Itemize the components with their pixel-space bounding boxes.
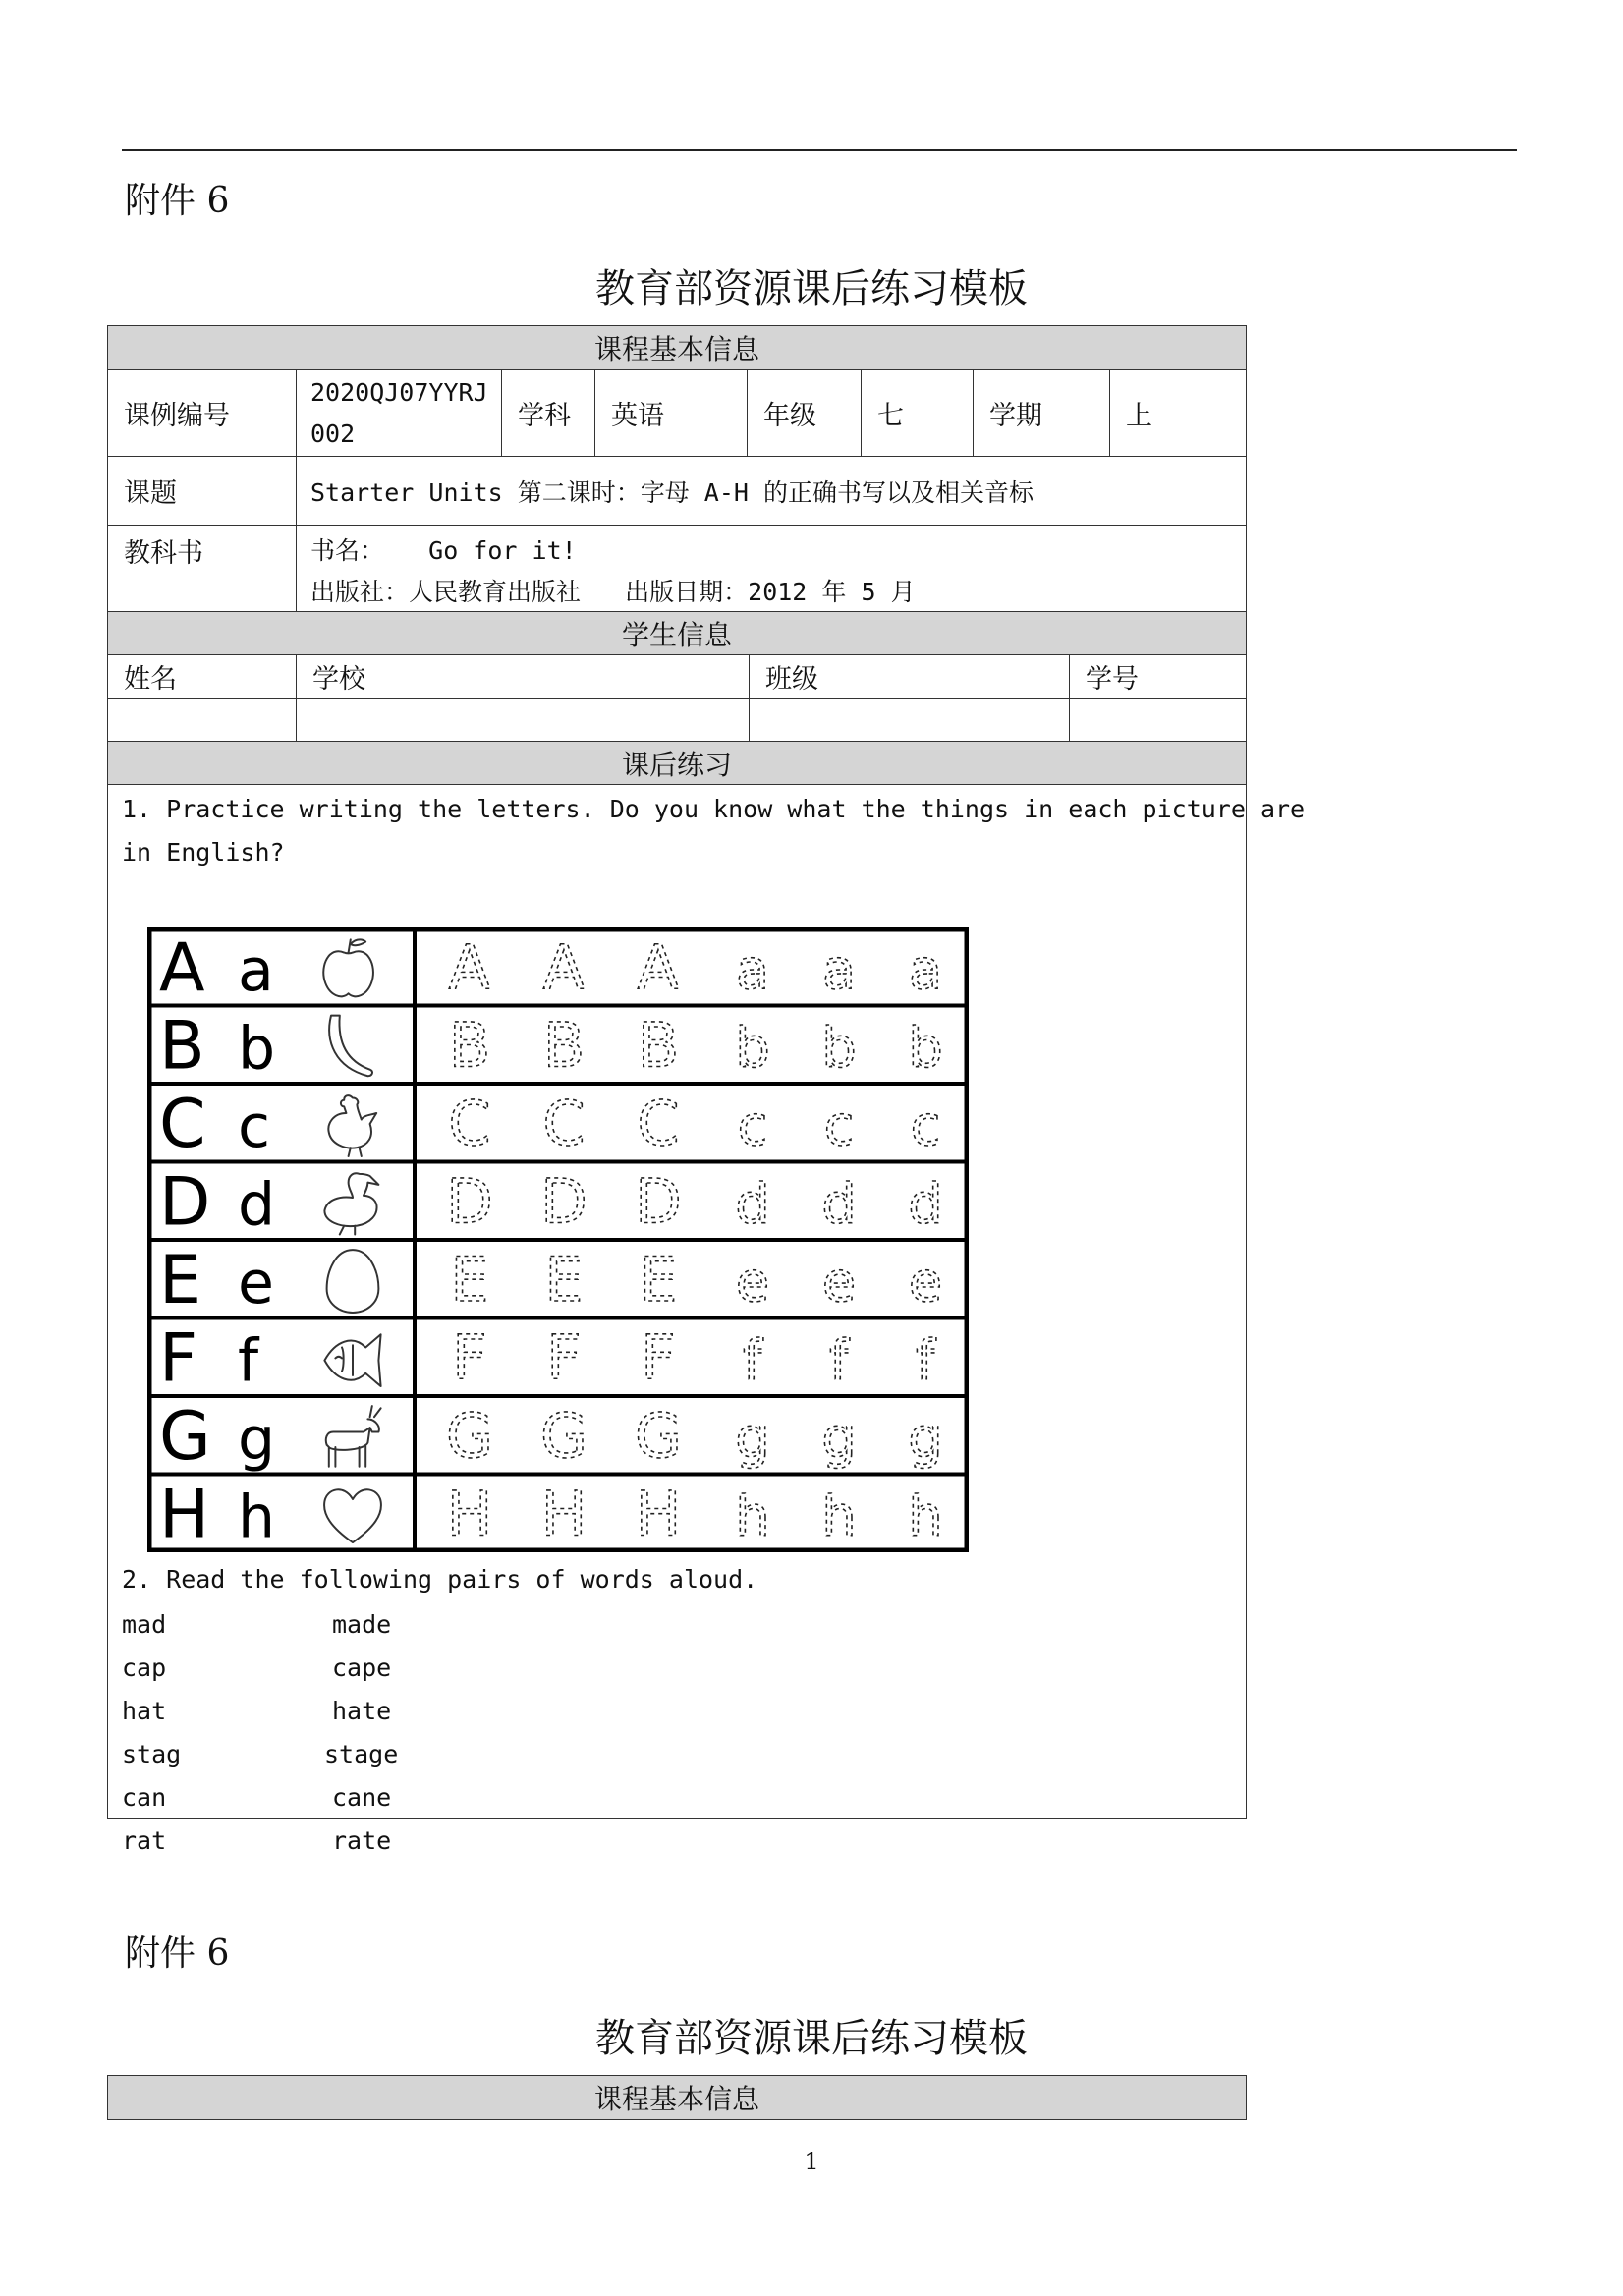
word-long: rate bbox=[332, 1826, 392, 1855]
word-short: can bbox=[122, 1783, 167, 1812]
trace-letter-upper[interactable]: D bbox=[635, 1165, 682, 1238]
name-label-cell bbox=[108, 655, 296, 698]
word-long: cane bbox=[332, 1783, 392, 1812]
topic-row bbox=[108, 456, 1246, 525]
trace-letter-upper[interactable]: F bbox=[452, 1321, 487, 1394]
trace-letter-upper[interactable]: H bbox=[635, 1478, 682, 1550]
course-info-header-2: 课程基本信息 bbox=[593, 2083, 759, 2115]
trace-letter-lower[interactable]: h bbox=[735, 1484, 770, 1549]
document-title-2: 教育部资源课后练习模板 bbox=[595, 2016, 1028, 2061]
exercises-body bbox=[108, 784, 1306, 1855]
school-input-cell[interactable] bbox=[296, 699, 749, 741]
trace-letter-upper[interactable]: D bbox=[540, 1165, 588, 1238]
trace-letter-lower[interactable]: d bbox=[735, 1172, 770, 1237]
trace-letter-lower[interactable]: g bbox=[908, 1406, 943, 1471]
class-label: 班级 bbox=[765, 664, 818, 695]
goat-icon bbox=[326, 1406, 381, 1467]
duck-icon bbox=[324, 1173, 378, 1234]
textbook-row bbox=[108, 525, 1246, 611]
trace-letter-lower[interactable]: b bbox=[821, 1016, 857, 1081]
trace-letter-lower[interactable]: a bbox=[735, 937, 770, 1002]
trace-letter-upper[interactable]: H bbox=[540, 1478, 588, 1550]
fish-icon bbox=[324, 1334, 380, 1386]
trace-letter-lower[interactable]: b bbox=[908, 1016, 943, 1081]
subject-value-cell bbox=[594, 370, 747, 456]
letter-upper: F bbox=[159, 1319, 198, 1398]
case-no-line1: 2020QJ07YYRJ bbox=[310, 378, 488, 407]
exercises-header: 课后练习 bbox=[621, 748, 732, 781]
textbook-label-cell bbox=[108, 526, 296, 611]
trace-letter-upper[interactable]: A bbox=[637, 930, 680, 1003]
student-no-label: 学号 bbox=[1086, 664, 1139, 695]
word-short: cap bbox=[122, 1653, 167, 1682]
trace-letter-upper[interactable]: D bbox=[446, 1165, 493, 1238]
trace-letter-upper[interactable]: G bbox=[634, 1399, 683, 1472]
class-input-cell[interactable] bbox=[749, 699, 1069, 741]
trace-letter-upper[interactable]: H bbox=[446, 1478, 493, 1550]
word-short: rat bbox=[122, 1826, 167, 1855]
student-blank-row bbox=[108, 698, 1246, 741]
letter-lower: d bbox=[238, 1170, 276, 1240]
trace-letter-upper[interactable]: G bbox=[445, 1399, 494, 1472]
page-number: 1 bbox=[804, 2148, 819, 2175]
case-no-line2: 002 bbox=[310, 420, 356, 448]
trace-letter-lower[interactable]: e bbox=[908, 1250, 943, 1315]
question-1-line2: in English? bbox=[122, 838, 285, 867]
trace-letter-upper[interactable]: F bbox=[641, 1321, 676, 1394]
name-label: 姓名 bbox=[124, 664, 177, 695]
word-long: stage bbox=[324, 1740, 399, 1768]
letter-tracing-grid bbox=[147, 927, 969, 1552]
letter-tracing-worksheet bbox=[147, 927, 969, 1556]
word-short: mad bbox=[122, 1610, 167, 1639]
word-long: made bbox=[332, 1610, 392, 1639]
trace-letter-lower[interactable]: e bbox=[735, 1250, 770, 1315]
letter-upper: G bbox=[159, 1397, 211, 1476]
class-label-cell bbox=[749, 655, 1069, 698]
grade-label: 年级 bbox=[763, 401, 816, 431]
school-label-cell bbox=[296, 655, 749, 698]
annex-label-2: 附件 6 bbox=[125, 1933, 230, 1974]
student-no-label-cell bbox=[1069, 655, 1246, 698]
annex-label: 附件 6 bbox=[125, 181, 230, 221]
trace-letter-upper[interactable]: B bbox=[637, 1009, 680, 1082]
trace-letter-upper[interactable]: E bbox=[639, 1243, 678, 1316]
trace-letter-lower[interactable]: f bbox=[743, 1328, 762, 1393]
trace-letter-upper[interactable]: F bbox=[546, 1321, 582, 1394]
case-no-label-cell bbox=[108, 370, 296, 456]
trace-letter-lower[interactable]: d bbox=[821, 1172, 857, 1237]
school-label: 学校 bbox=[312, 664, 365, 695]
letter-lower: f bbox=[238, 1326, 259, 1396]
letter-lower: g bbox=[238, 1404, 276, 1474]
letter-upper: B bbox=[159, 1007, 205, 1086]
student-no-input-cell[interactable] bbox=[1069, 699, 1246, 741]
trace-letter-lower[interactable]: h bbox=[821, 1484, 857, 1549]
trace-letter-upper[interactable]: B bbox=[542, 1009, 586, 1082]
letter-upper: D bbox=[159, 1163, 211, 1242]
trace-letter-lower[interactable]: c bbox=[910, 1093, 941, 1158]
trace-letter-upper[interactable]: A bbox=[542, 930, 586, 1003]
top-rule bbox=[122, 149, 1517, 151]
textbook-value-cell bbox=[296, 526, 1246, 611]
trace-letter-upper[interactable]: E bbox=[450, 1243, 489, 1316]
trace-letter-upper[interactable]: G bbox=[539, 1399, 588, 1472]
exercises-header-row bbox=[108, 741, 1246, 784]
letter-upper: E bbox=[159, 1241, 201, 1319]
topic-value: Starter Units 第二课时：字母 A-H 的正确书写以及相关音标 bbox=[310, 477, 1034, 507]
banana-icon bbox=[329, 1016, 372, 1077]
form-table bbox=[107, 325, 1306, 1855]
trace-letter-lower[interactable]: b bbox=[735, 1016, 770, 1081]
trace-letter-upper[interactable]: C bbox=[542, 1087, 586, 1159]
publisher-line: 出版社：人民教育出版社 出版日期：2012 年 5 月 bbox=[310, 578, 916, 606]
grade-value: 七 bbox=[877, 401, 904, 431]
word-long: cape bbox=[332, 1653, 392, 1682]
trace-letter-lower[interactable]: f bbox=[916, 1328, 935, 1393]
question-2-title: 2. Read the following pairs of words aloud. bbox=[122, 1565, 758, 1594]
letter-lower: b bbox=[238, 1014, 276, 1084]
heart-icon bbox=[324, 1489, 381, 1542]
case-no-label: 课例编号 bbox=[124, 401, 230, 431]
trace-letter-upper[interactable]: C bbox=[637, 1087, 680, 1159]
trace-letter-lower[interactable]: f bbox=[829, 1328, 849, 1393]
word-short: hat bbox=[122, 1697, 167, 1725]
trace-letter-lower[interactable]: c bbox=[823, 1093, 855, 1158]
letter-lower: h bbox=[238, 1483, 276, 1552]
trace-letter-upper[interactable]: B bbox=[448, 1009, 491, 1082]
course-info-header: 课程基本信息 bbox=[593, 333, 759, 365]
topic-label-cell bbox=[108, 457, 296, 525]
course-info-header-row bbox=[108, 326, 1246, 369]
course-info-header-row-2 bbox=[107, 2075, 1247, 2120]
trace-letter-lower[interactable]: h bbox=[908, 1484, 943, 1549]
topic-value-cell bbox=[296, 457, 1246, 525]
apple-icon bbox=[323, 939, 373, 996]
term-label-cell bbox=[973, 370, 1109, 456]
letter-lower: e bbox=[238, 1248, 274, 1317]
grade-label-cell bbox=[747, 370, 861, 456]
trace-letter-lower[interactable]: g bbox=[821, 1406, 857, 1471]
document-title: 教育部资源课后练习模板 bbox=[595, 266, 1028, 311]
letter-lower: c bbox=[238, 1092, 270, 1161]
question-1-line1: 1. Practice writing the letters. Do you know what the things in each picture are bbox=[122, 795, 1306, 823]
textbook-label: 教科书 bbox=[124, 538, 203, 569]
letter-upper: H bbox=[159, 1476, 210, 1552]
trace-letter-lower[interactable]: d bbox=[908, 1172, 943, 1237]
trace-letter-lower[interactable]: a bbox=[908, 937, 943, 1002]
trace-letter-lower[interactable]: a bbox=[821, 937, 857, 1002]
term-value-cell bbox=[1109, 370, 1246, 456]
trace-letter-upper[interactable]: E bbox=[544, 1243, 584, 1316]
student-info-header: 学生信息 bbox=[621, 618, 732, 651]
trace-letter-upper[interactable]: A bbox=[448, 930, 491, 1003]
subject-value: 英语 bbox=[611, 401, 664, 431]
term-value: 上 bbox=[1126, 401, 1152, 431]
trace-letter-lower[interactable]: g bbox=[735, 1406, 770, 1471]
name-input-cell[interactable] bbox=[108, 699, 296, 741]
book-name-line: 书名： Go for it! bbox=[310, 536, 577, 565]
student-info-header-row bbox=[108, 611, 1246, 654]
trace-letter-lower[interactable]: e bbox=[821, 1250, 857, 1315]
case-no-value-cell bbox=[296, 370, 501, 456]
trace-letter-lower[interactable]: c bbox=[737, 1093, 768, 1158]
grade-value-cell bbox=[861, 370, 973, 456]
word-short: stag bbox=[122, 1740, 182, 1768]
case-row bbox=[108, 369, 1246, 456]
letter-upper: A bbox=[159, 928, 205, 1007]
chicken-icon bbox=[328, 1095, 376, 1156]
egg-icon bbox=[327, 1250, 379, 1313]
trace-letter-upper[interactable]: C bbox=[448, 1087, 491, 1159]
student-labels-row bbox=[108, 654, 1246, 698]
term-label: 学期 bbox=[989, 401, 1042, 431]
letter-upper: C bbox=[159, 1085, 206, 1163]
subject-label-cell bbox=[501, 370, 594, 456]
topic-label: 课题 bbox=[124, 478, 177, 509]
subject-label: 学科 bbox=[518, 401, 571, 431]
word-long: hate bbox=[332, 1697, 392, 1725]
letter-lower: a bbox=[238, 935, 274, 1005]
